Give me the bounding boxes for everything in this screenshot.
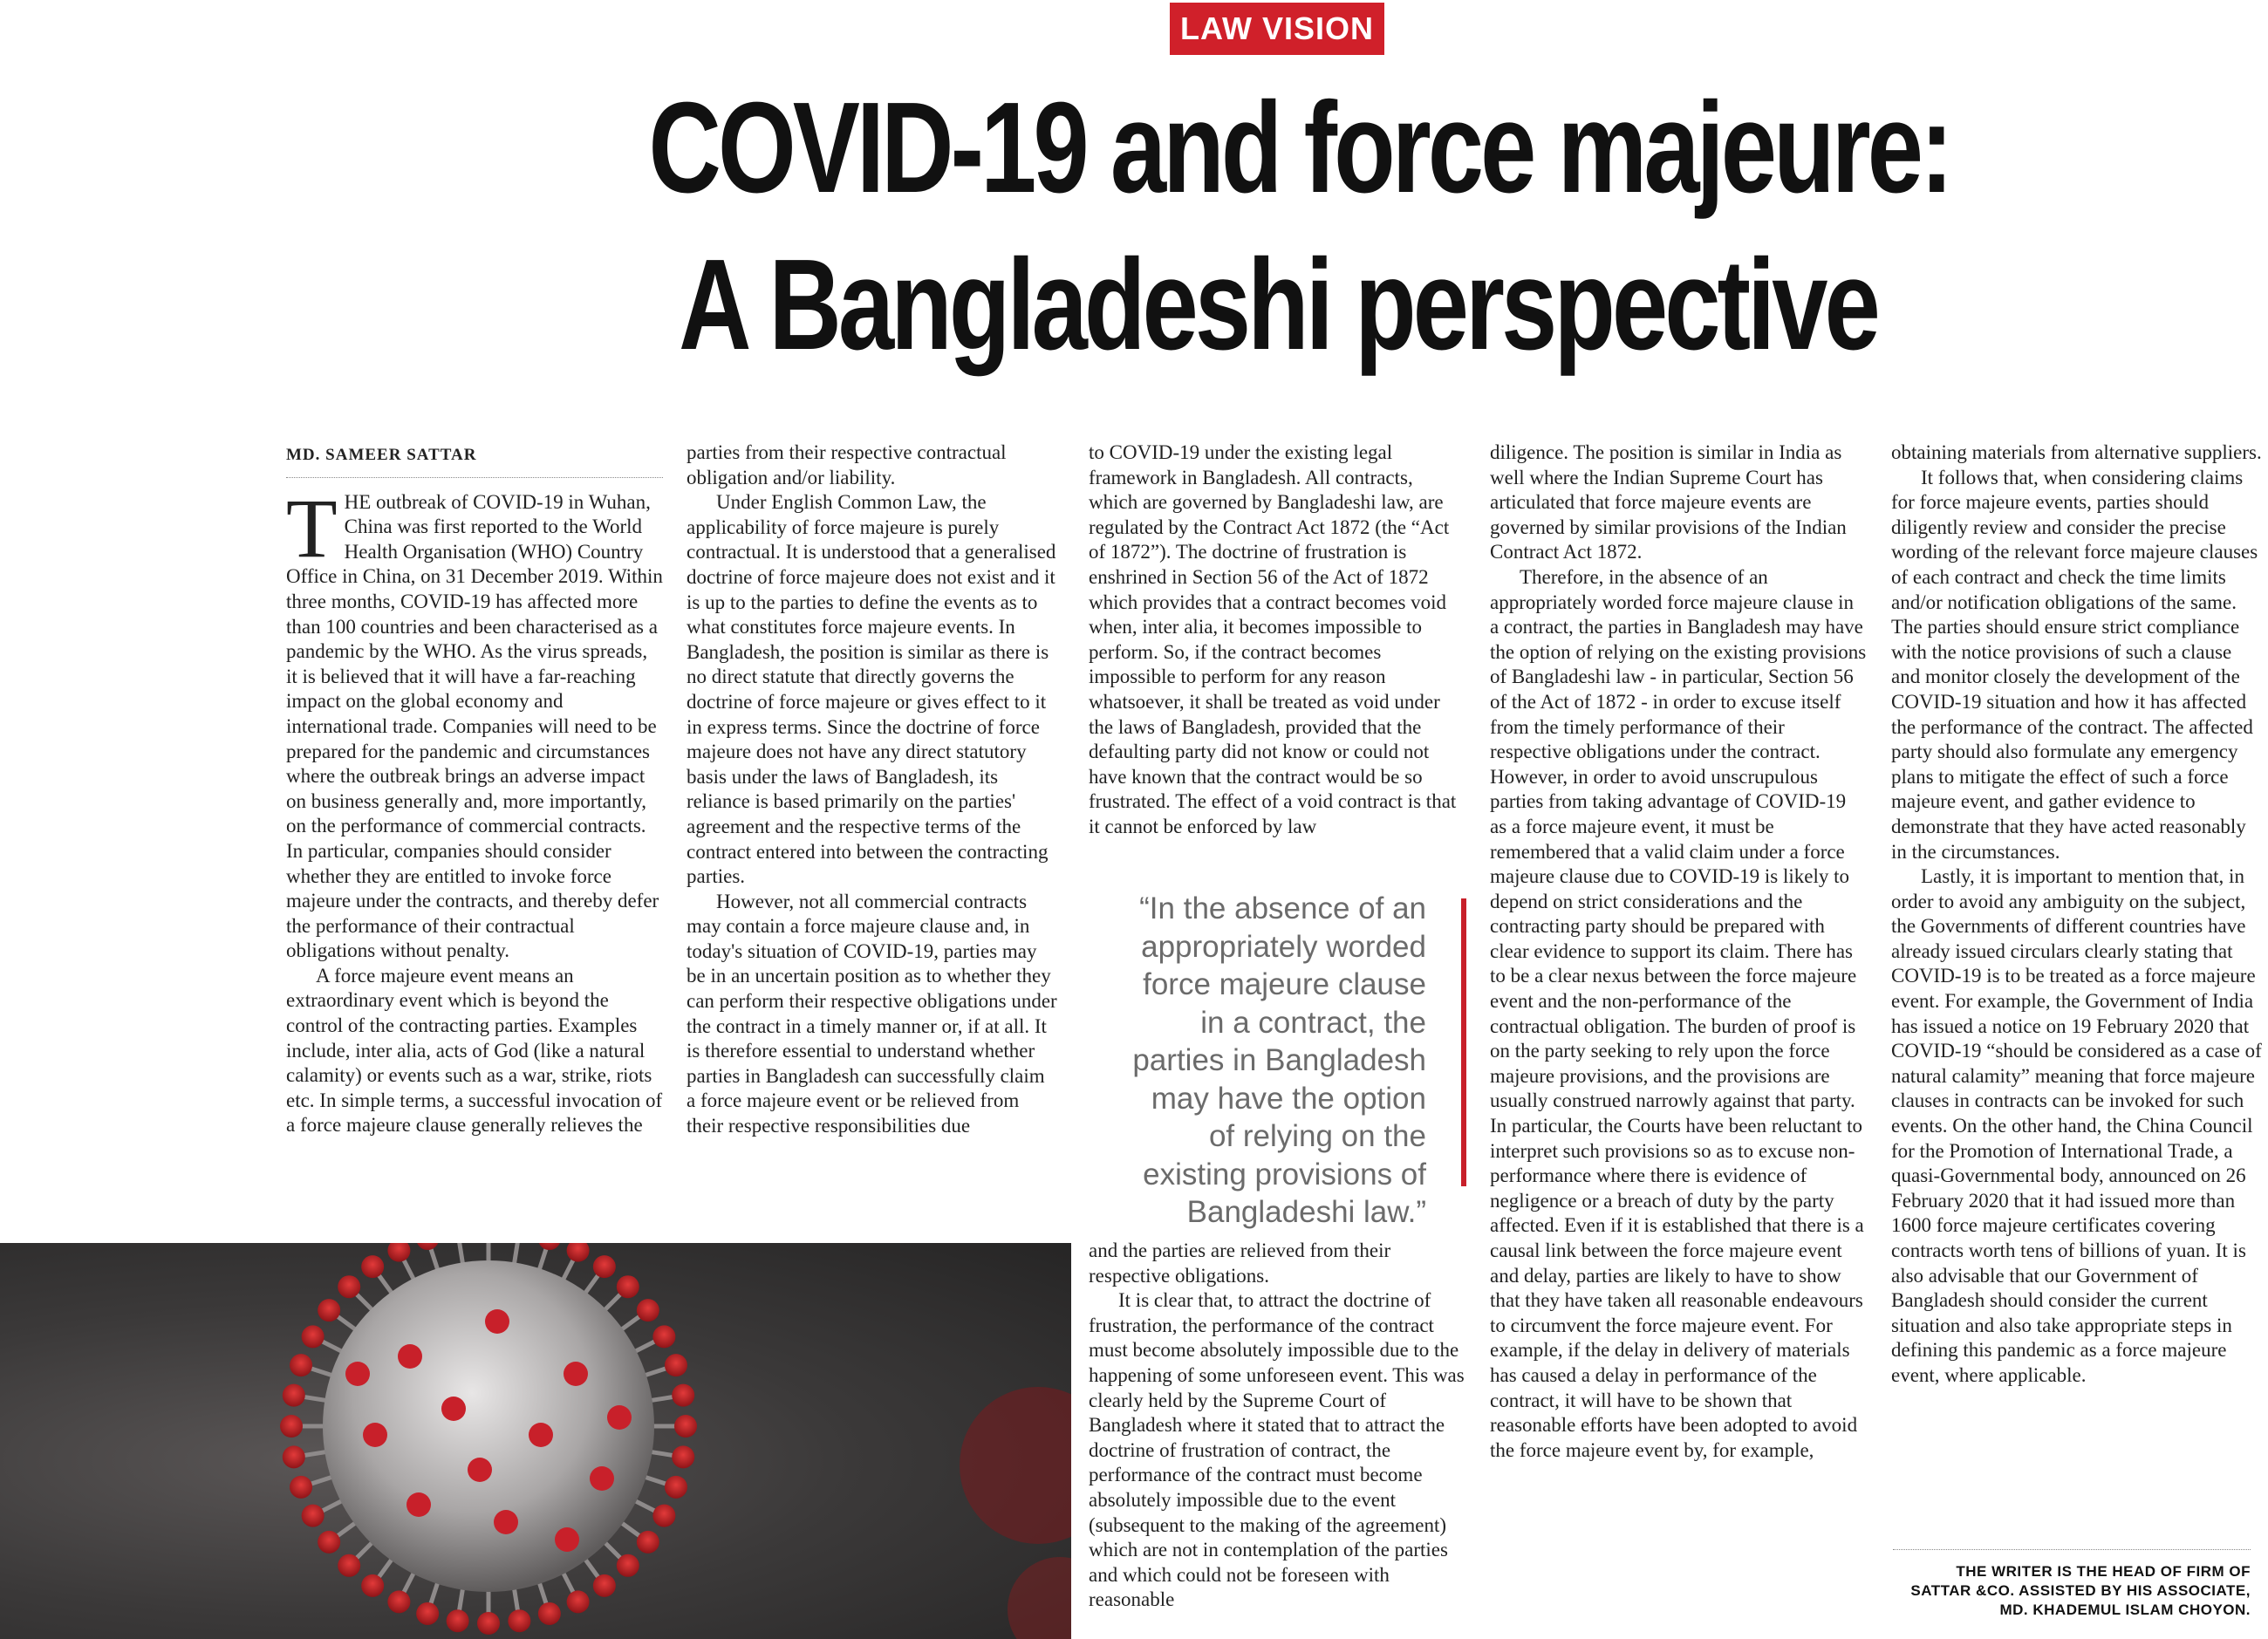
paragraph: and the parties are relieved from their respective obligations. [1089, 1239, 1391, 1287]
virus-spike [617, 1554, 639, 1577]
virus-spike [290, 1354, 312, 1376]
virus-spike [280, 1415, 303, 1438]
coronavirus-image [0, 1243, 1071, 1639]
virus-surface-spike [590, 1466, 614, 1491]
virus-spike [538, 1602, 561, 1625]
virus-spike [302, 1325, 324, 1348]
virus-surface-spike [485, 1309, 509, 1334]
virus-spike [318, 1299, 340, 1321]
paragraph [286, 481, 663, 964]
virus-spike [447, 1609, 469, 1632]
article-column-3-bottom [1089, 1239, 1465, 1613]
virus-spike [283, 1445, 305, 1468]
pull-quote: “In the absence of an appropriately worded force majeure clause in a contract, the parties in Bangladesh may have the option of relying on the existing provisions of Bangladeshi law.” [1132, 891, 1426, 1229]
virus-surface-spike [398, 1344, 422, 1369]
virus-spike [593, 1574, 616, 1597]
paragraph: It follows that, when considering claims for force majeure events, parties should diligently review and consider the precise wording of the relevant force majeure clauses of each contract and check the time limits and/or notification obligations of the same. The parties should ensure strict compliance with the notice provisions of such a clause and monitor closely the development of the COVID-19 situation and how it has affected the performance of the contract. The affected party should also formulate any emergency plans to mitigate the effect of such a force majeure event, and gather evidence to demonstrate that they have acted reasonably in the circumstances. [1891, 466, 2258, 863]
virus-spike [477, 1612, 500, 1635]
virus-spike [665, 1476, 687, 1499]
virus-spike [617, 1275, 639, 1298]
article-column-3-top [1089, 440, 1465, 840]
pull-quote-rule [1461, 898, 1466, 1186]
virus-surface-spike [345, 1362, 370, 1386]
paragraph-text: HE outbreak of COVID-19 in Wuhan, China was first reported to the World Health Organisation (WHO) Country Office in China, on 31 December 2019. Within three months, COVID-19 has affected more than 100 countries and been characterised as a pandemic by the WHO. As the virus spreads, it is believed that it will have a far-reaching impact on the global economy and international trade. Companies will need to be prepared for the pandemic and circumstances where the outbreak brings an adverse impact on business generally and, more importantly, on the performance of commercial contracts. In particular, companies should consider whether they are entitled to invoke force majeure under the contracts, and thereby defer the performance of their contractual obligations without penalty. [286, 490, 663, 962]
virus-spike [674, 1415, 697, 1438]
virus-spike [361, 1574, 384, 1597]
virus-spike [387, 1590, 410, 1613]
coronavirus-illustration [0, 1243, 1071, 1639]
virus-spike [567, 1590, 590, 1613]
virus-surface-spike [406, 1492, 431, 1517]
article-column-1 [286, 443, 663, 1138]
paragraph: parties from their respective contractual obligation and/or liability. [687, 441, 1007, 488]
virus-surface-spike [494, 1510, 518, 1534]
paragraph: obtaining materials from alternative suppliers. [1891, 441, 2262, 463]
virus-spike [416, 1243, 439, 1250]
paragraph: diligence. The position is similar in India as well where the Indian Supreme Court has articulated that force majeure events are governed by similar provisions of the Indian Contract Act 1872. [1490, 441, 1847, 563]
virus-spike [361, 1255, 384, 1278]
headline [648, 70, 1950, 384]
virus-spike [672, 1384, 694, 1407]
article-column-5 [1891, 440, 2262, 1389]
section-tag: LAW VISION [1170, 3, 1384, 55]
virus-surface-spike [468, 1458, 492, 1482]
virus-spike [387, 1243, 410, 1262]
paragraph: Therefore, in the absence of an appropriately worded force majeure clause in a contract, the parties in Bangladesh may have the option of relying on the existing provisions of Bangladeshi law - in particular, Section 56 of the Act of 1872 - in order to excuse itself from the timely performance of their respective obligations under the contract. However, in order to avoid unscrupulous parties from taking advantage of COVID-19 as a force majeure event, it must be remembered that a valid claim under a force majeure clause due to COVID-19 is likely to depend on strict considerations and the contracting party should be prepared with clear evidence to support its claim. There has to be a clear nexus between the force majeure event and the non-performance of the contractual obligation. The burden of proof is on the party seeking to rely upon the force majeure provisions, and the provisions are usually construed narrowly against that party. In particular, the Courts have been reluctant to interpret such provisions so as to excuse non-performance where there is evidence of negligence or a breach of duty by the party affected. Even if it is established that there is a causal link between the force majeure event and delay, parties are likely to have to show that they have taken all reasonable endeavours to circumvent the force majeure event. For example, if the delay in delivery of materials has caused a delay in performance of the contract, it will have to be shown that reasonable efforts have been adopted to avoid the force majeure event by, for example, [1490, 565, 1867, 1461]
virus-spike [338, 1275, 360, 1298]
virus-surface-spike [607, 1405, 632, 1430]
article-column-2 [687, 440, 1057, 1139]
virus-spike [637, 1299, 659, 1321]
virus-surface-spike [441, 1397, 466, 1421]
author-credit: THE WRITER IS THE HEAD OF FIRM OF SATTAR &CO. ASSISTED BY HIS ASSOCIATE, MD. KHADEMUL ISLAM CHOYON. [1910, 1563, 2251, 1618]
virus-spike [538, 1243, 561, 1250]
virus-spike [416, 1602, 439, 1625]
paragraph: It is clear that, to attract the doctrine of frustration, the performance of the contract must become absolutely impossible due to the happening of some unforeseen event. This was clearly held by the Supreme Court of Bangladesh where it stated that to attract the doctrine of frustration of contract, the performance of the contract must become absolutely impossible due to the event (subsequent to the making of the agreement) which are not in contemplation of the parties and which could not be foreseen with reasonable [1089, 1289, 1465, 1611]
virus-spike [665, 1354, 687, 1376]
virus-surface-spike [564, 1362, 588, 1386]
byline: MD. SAMEER SATTAR [286, 443, 663, 478]
drop-cap: T [286, 481, 338, 575]
paragraph: to COVID-19 under the existing legal framework in Bangladesh. All contracts, which are governed by Bangladeshi law, are regulated by the Contract Act 1872 (the “Act of 1872”). The doctrine of frustration is enshrined in Section 56 of the Act of 1872 which provides that a contract becomes void when, inter alia, it becomes impossible to perform. So, if the contract becomes impossible to perform for any reason whatsoever, it shall be treated as void under the laws of Bangladesh, provided that the defaulting party did not know or could not have known that the contract would be so frustrated. The effect of a void contract is that it cannot be enforced by law [1089, 441, 1457, 837]
virus-particle [280, 1243, 697, 1635]
headline-line-2: A Bangladeshi perspective [679, 233, 1877, 377]
virus-spike [318, 1531, 340, 1554]
paragraph: However, not all commercial contracts may contain a force majeure clause and, in today's situation of COVID-19, parties may be in an uncertain position as to whether they can perform their respective obligations under the contract in a timely manner or, if at all. It is therefore essential to understand whether parties in Bangladesh can successfully claim a force majeure event or be relieved from their respective responsibilities due [687, 890, 1057, 1137]
virus-surface-spike [555, 1527, 579, 1552]
virus-spike [652, 1325, 675, 1348]
virus-spike [283, 1384, 305, 1407]
virus-surface-spike [363, 1423, 387, 1447]
virus-spike [672, 1445, 694, 1468]
paragraph: Under English Common Law, the applicability of force majeure is purely contractual. It is understood that a generalised doctrine of force majeure does not exist and it is up to the parties to define the events as to what constitutes force majeure events. In Bangladesh, the position is similar as there is no direct statute that directly governs the doctrine of force majeure or gives effect to it in express terms. Since the doctrine of force majeure does not have any direct statutory basis under the laws of Bangladesh, its reliance is based primarily on the parties' agreement and the respective terms of the contract entered into between the contracting parties. [687, 491, 1056, 888]
virus-spike [508, 1609, 530, 1632]
virus-spike [290, 1476, 312, 1499]
paragraph: Lastly, it is important to mention that, in order to avoid any ambiguity on the subject, the Governments of different countries have already issued circulars clearly stating that COVID-19 is to be treated as a force majeure event. For example, the Government of India has issued a notice on 19 February 2020 that COVID-19 “should be considered as a case of natural calamity” meaning that force majeure clauses in contracts can be invoked for such events. On the other hand, the China Council for the Promotion of International Trade, a quasi-Governmental body, announced on 26 February 2020 that it had issued more than 1600 force majeure certificates covering contracts worth tens of billions of yuan. It is also advisable that our Government of Bangladesh should consider the current situation and also take appropriate steps in defining this pandemic as a force majeure event, where applicable. [1891, 865, 2262, 1386]
virus-spike [567, 1243, 590, 1262]
virus-spike [652, 1505, 675, 1527]
virus-surface-spike [529, 1423, 553, 1447]
article-column-4 [1490, 440, 1867, 1463]
headline-line-1: COVID-19 and force majeure: [648, 76, 1950, 220]
paragraph: A force majeure event means an extraordinary event which is beyond the control of the contracting parties. Examples include, inter alia, acts of God (like a natural calamity) or events such as a war, strike, riots etc. In simple terms, a successful invocation of a force majeure clause generally relieves the [286, 964, 663, 1137]
virus-spike [338, 1554, 360, 1577]
credit-divider [1893, 1549, 2251, 1550]
virus-spike [302, 1505, 324, 1527]
virus-spike [593, 1255, 616, 1278]
virus-spike [637, 1531, 659, 1554]
